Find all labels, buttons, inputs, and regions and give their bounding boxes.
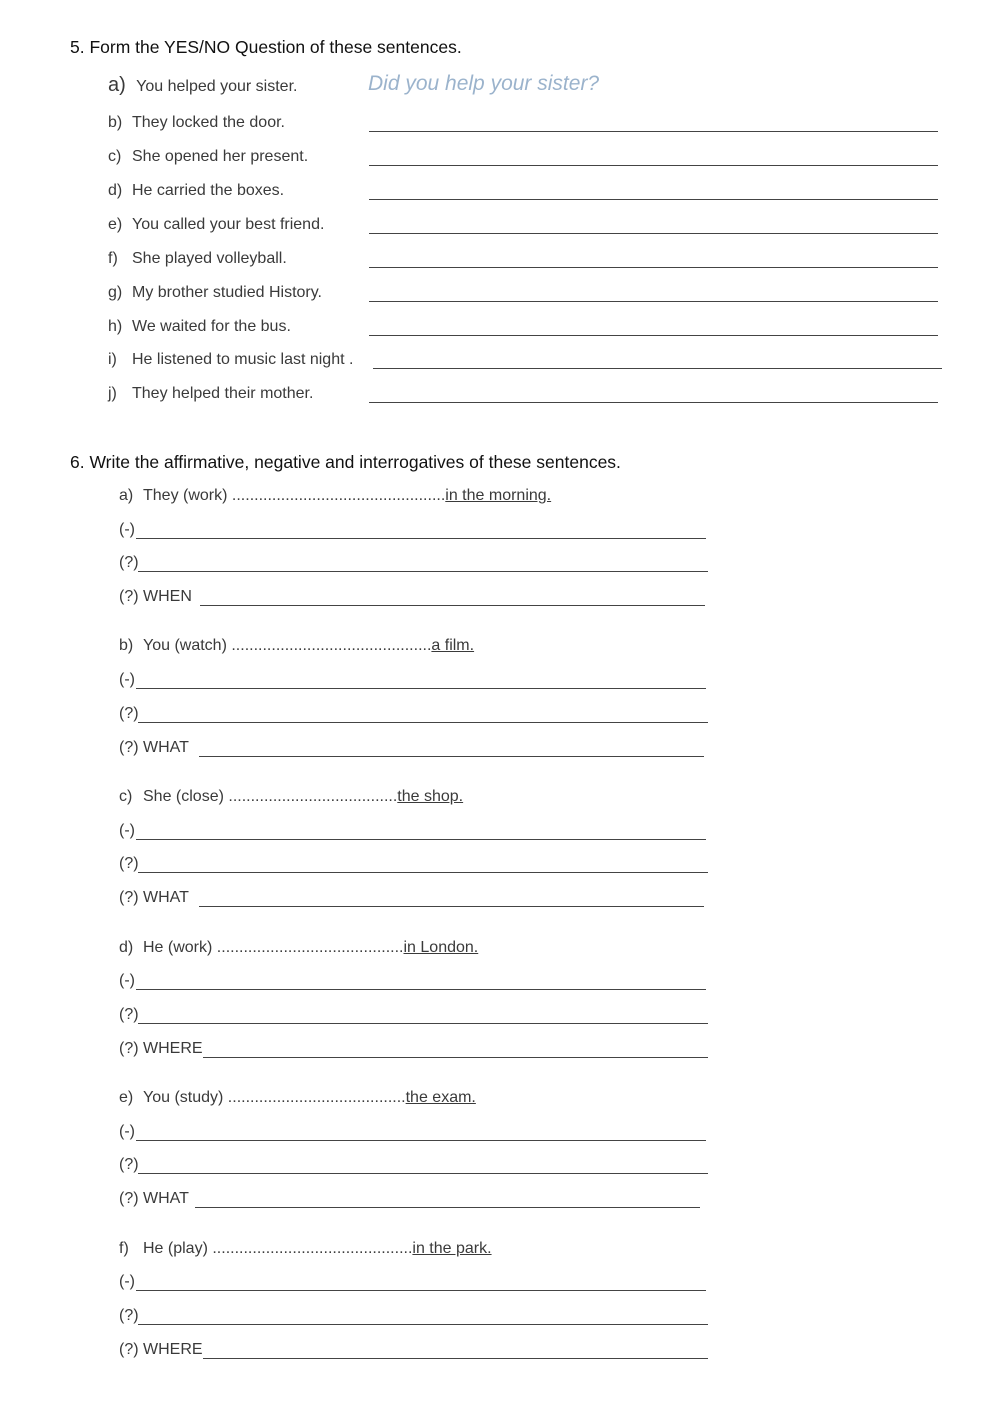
example-answer: Did you help your sister? — [368, 72, 600, 95]
item-label: a) — [108, 74, 126, 96]
answer-line[interactable] — [199, 906, 704, 907]
item-sentence: He carried the boxes. — [132, 182, 285, 199]
item-sentence: We waited for the bus. — [132, 318, 291, 335]
exercise-complement: in London. — [403, 939, 479, 956]
negative-label: (-) — [119, 521, 135, 538]
exercise-complement: in the park. — [412, 1240, 492, 1257]
answer-line[interactable] — [369, 165, 938, 166]
exercise-blank[interactable]: ............................................. — [231, 637, 432, 654]
wh-question-label: (?) WHAT — [119, 1190, 189, 1207]
exercise-label: c) — [119, 788, 133, 805]
answer-line[interactable] — [136, 688, 706, 689]
exercise-blank[interactable]: ...................................... — [228, 788, 398, 805]
question-label: (?) — [119, 1006, 139, 1023]
exercise-label: f) — [119, 1240, 129, 1257]
exercise-complement: the exam. — [405, 1089, 476, 1106]
exercise-subject-verb: He (play) — [143, 1240, 208, 1257]
answer-line[interactable] — [199, 756, 704, 757]
item-label: d) — [108, 182, 123, 199]
exercise-prompt — [119, 637, 474, 655]
section-5-heading: 5. Form the YES/NO Question of these sentences. — [70, 37, 462, 57]
item-sentence: You called your best friend. — [132, 216, 325, 233]
answer-line[interactable] — [369, 199, 938, 200]
list-item — [108, 351, 353, 369]
exercise-prompt — [119, 487, 551, 505]
exercise-complement: in the morning. — [445, 487, 552, 504]
answer-line[interactable] — [138, 1324, 708, 1325]
exercise-subject-verb: He (work) — [143, 939, 213, 956]
wh-question-label: (?) WHAT — [119, 739, 189, 756]
answer-line[interactable] — [369, 267, 938, 268]
wh-question-label: (?) WHAT — [119, 889, 189, 906]
item-label: i) — [108, 351, 117, 368]
answer-line[interactable] — [136, 1290, 706, 1291]
answer-line[interactable] — [369, 233, 938, 234]
list-item — [108, 318, 291, 336]
answer-line[interactable] — [200, 605, 705, 606]
item-sentence: He listened to music last night . — [132, 351, 354, 368]
exercise-label: d) — [119, 939, 134, 956]
item-label: j) — [108, 385, 117, 402]
list-item — [108, 385, 313, 403]
exercise-blank[interactable]: ................................................ — [231, 487, 446, 504]
exercise-prompt — [119, 1240, 492, 1258]
item-label: g) — [108, 284, 123, 301]
answer-line[interactable] — [138, 872, 708, 873]
exercise-blank[interactable]: ............................................. — [212, 1240, 413, 1257]
exercise-prompt — [119, 939, 478, 957]
negative-label: (-) — [119, 1123, 135, 1140]
answer-line[interactable] — [136, 1140, 706, 1141]
answer-line[interactable] — [203, 1057, 708, 1058]
question-label: (?) — [119, 855, 139, 872]
item-label: b) — [108, 114, 123, 131]
answer-line[interactable] — [373, 368, 942, 369]
answer-line[interactable] — [203, 1358, 708, 1359]
list-item — [108, 182, 284, 200]
wh-question-label: (?) WHERE — [119, 1040, 203, 1057]
negative-label: (-) — [119, 822, 135, 839]
item-sentence: They helped their mother. — [132, 385, 314, 402]
exercise-subject-verb: You (study) — [143, 1089, 224, 1106]
exercise-blank[interactable]: .......................................... — [216, 939, 404, 956]
exercise-prompt — [119, 1089, 476, 1107]
answer-line[interactable] — [136, 989, 706, 990]
answer-line[interactable] — [138, 1023, 708, 1024]
answer-line[interactable] — [369, 402, 938, 403]
exercise-blank[interactable]: ........................................ — [227, 1089, 406, 1106]
item-sentence: They locked the door. — [132, 114, 285, 131]
item-sentence: She opened her present. — [132, 148, 309, 165]
answer-line[interactable] — [138, 722, 708, 723]
exercise-subject-verb: They (work) — [143, 487, 228, 504]
exercise-label: e) — [119, 1089, 134, 1106]
list-item — [108, 114, 285, 132]
item-label: f) — [108, 250, 118, 267]
item-sentence: She played volleyball. — [132, 250, 287, 267]
question-label: (?) — [119, 554, 139, 571]
item-sentence: You helped your sister. — [136, 78, 298, 95]
list-item — [108, 250, 287, 268]
exercise-label: a) — [119, 487, 134, 504]
exercise-subject-verb: She (close) — [143, 788, 224, 805]
example-item — [108, 74, 297, 97]
question-label: (?) — [119, 1156, 139, 1173]
negative-label: (-) — [119, 671, 135, 688]
question-label: (?) — [119, 705, 139, 722]
exercise-complement: the shop. — [397, 788, 464, 805]
question-label: (?) — [119, 1307, 139, 1324]
negative-label: (-) — [119, 1273, 135, 1290]
answer-line[interactable] — [195, 1207, 700, 1208]
answer-line[interactable] — [369, 131, 938, 132]
item-sentence: My brother studied History. — [132, 284, 322, 301]
exercise-subject-verb: You (watch) — [143, 637, 227, 654]
section-6-heading: 6. Write the affirmative, negative and interrogatives of these sentences. — [70, 452, 621, 472]
answer-line[interactable] — [136, 839, 706, 840]
item-label: h) — [108, 318, 123, 335]
item-label: c) — [108, 148, 122, 165]
item-label: e) — [108, 216, 123, 233]
answer-line[interactable] — [369, 301, 938, 302]
list-item — [108, 148, 308, 166]
exercise-prompt — [119, 788, 463, 806]
exercise-label: b) — [119, 637, 134, 654]
answer-line[interactable] — [369, 335, 938, 336]
wh-question-label: (?) WHERE — [119, 1341, 203, 1358]
list-item — [108, 284, 322, 302]
answer-line[interactable] — [138, 1173, 708, 1174]
exercise-complement: a film. — [431, 637, 475, 654]
negative-label: (-) — [119, 972, 135, 989]
wh-question-label: (?) WHEN — [119, 588, 192, 605]
answer-line[interactable] — [138, 571, 708, 572]
answer-line[interactable] — [136, 538, 706, 539]
list-item — [108, 216, 324, 234]
